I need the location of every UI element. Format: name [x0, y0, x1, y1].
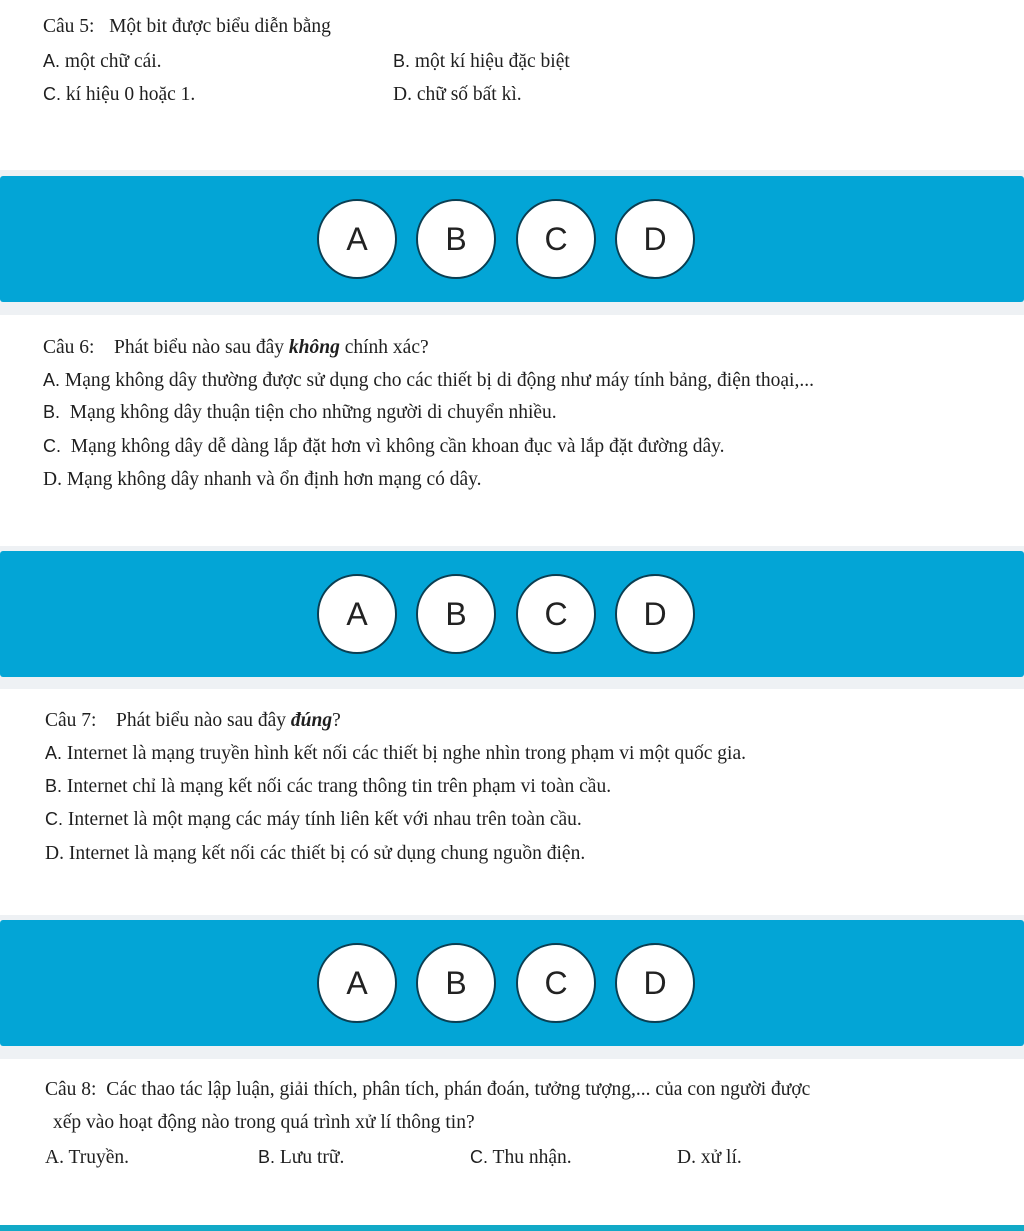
question-7-option-b: B. Internet chỉ là mạng kết nối các trang thông tin trên phạm vi toàn cầu.: [45, 776, 612, 797]
question-8-option-d: D. xử lí.: [677, 1147, 742, 1168]
question-5-option-d: D. chữ số bất kì.: [393, 84, 522, 105]
answer-b-button[interactable]: B: [416, 943, 496, 1023]
question-8-card: [0, 1059, 1024, 1225]
question-5-option-b: B. một kí hiệu đặc biệt: [393, 51, 570, 72]
question-7-option-c: C. Internet là một mạng các máy tính liên kết với nhau trên toàn cầu.: [45, 809, 582, 830]
question-8-option-b: B. Lưu trữ.: [258, 1147, 345, 1168]
answer-d-button[interactable]: D: [615, 199, 695, 279]
answer-b-button[interactable]: B: [416, 199, 496, 279]
question-7-option-d: D. Internet là mạng kết nối các thiết bị có sử dụng chung nguồn điện.: [45, 843, 586, 864]
question-8-option-c: C. Thu nhận.: [470, 1147, 572, 1168]
question-5-option-a: A. một chữ cái.: [43, 51, 162, 72]
answer-c-button[interactable]: C: [516, 574, 596, 654]
question-7-title: Câu 7: Phát biểu nào sau đây đúng?: [45, 710, 341, 731]
question-8-option-a: A. Truyền.: [45, 1147, 129, 1168]
answer-d-button[interactable]: D: [615, 574, 695, 654]
question-7-option-a: A. Internet là mạng truyền hình kết nối các thiết bị nghe nhìn trong phạm vi một quốc gia.: [45, 743, 746, 764]
question-6-option-c: C. Mạng không dây dễ dàng lắp đặt hơn vì không cần khoan đục và lắp đặt đường dây.: [43, 436, 725, 457]
answer-c-button[interactable]: C: [516, 943, 596, 1023]
question-5-option-c: C. kí hiệu 0 hoặc 1.: [43, 84, 196, 105]
question-6-option-a: A. Mạng không dây thường được sử dụng cho các thiết bị di động như máy tính bảng, điện thoại,...: [43, 370, 814, 391]
question-8-title: Câu 8: Các thao tác lập luận, giải thích, phân tích, phán đoán, tưởng tượng,... của con người được: [45, 1079, 811, 1100]
question-6-title: Câu 6: Phát biểu nào sau đây không chính xác?: [43, 337, 429, 358]
answer-d-button[interactable]: D: [615, 943, 695, 1023]
answer-a-button[interactable]: A: [317, 199, 397, 279]
answer-c-button[interactable]: C: [516, 199, 596, 279]
question-5-title: Câu 5: Một bit được biểu diễn bằng: [43, 16, 331, 37]
answer-b-button[interactable]: B: [416, 574, 496, 654]
question-6-card: [0, 315, 1024, 546]
question-6-option-b: B. Mạng không dây thuận tiện cho những người di chuyển nhiều.: [43, 402, 557, 423]
question-7-card: [0, 689, 1024, 915]
question-5-answer-bar: [0, 176, 1024, 302]
question-6-answer-bar: [0, 551, 1024, 677]
question-7-answer-bar: [0, 920, 1024, 1046]
question-6-option-d: D. Mạng không dây nhanh và ổn định hơn mạng có dây.: [43, 469, 482, 490]
question-5-card: [0, 0, 1024, 170]
answer-a-button[interactable]: A: [317, 943, 397, 1023]
answer-a-button[interactable]: A: [317, 574, 397, 654]
bottom-accent-line: [0, 1225, 1024, 1231]
question-8-text-line2: xếp vào hoạt động nào trong quá trình xử lí thông tin?: [53, 1112, 475, 1133]
